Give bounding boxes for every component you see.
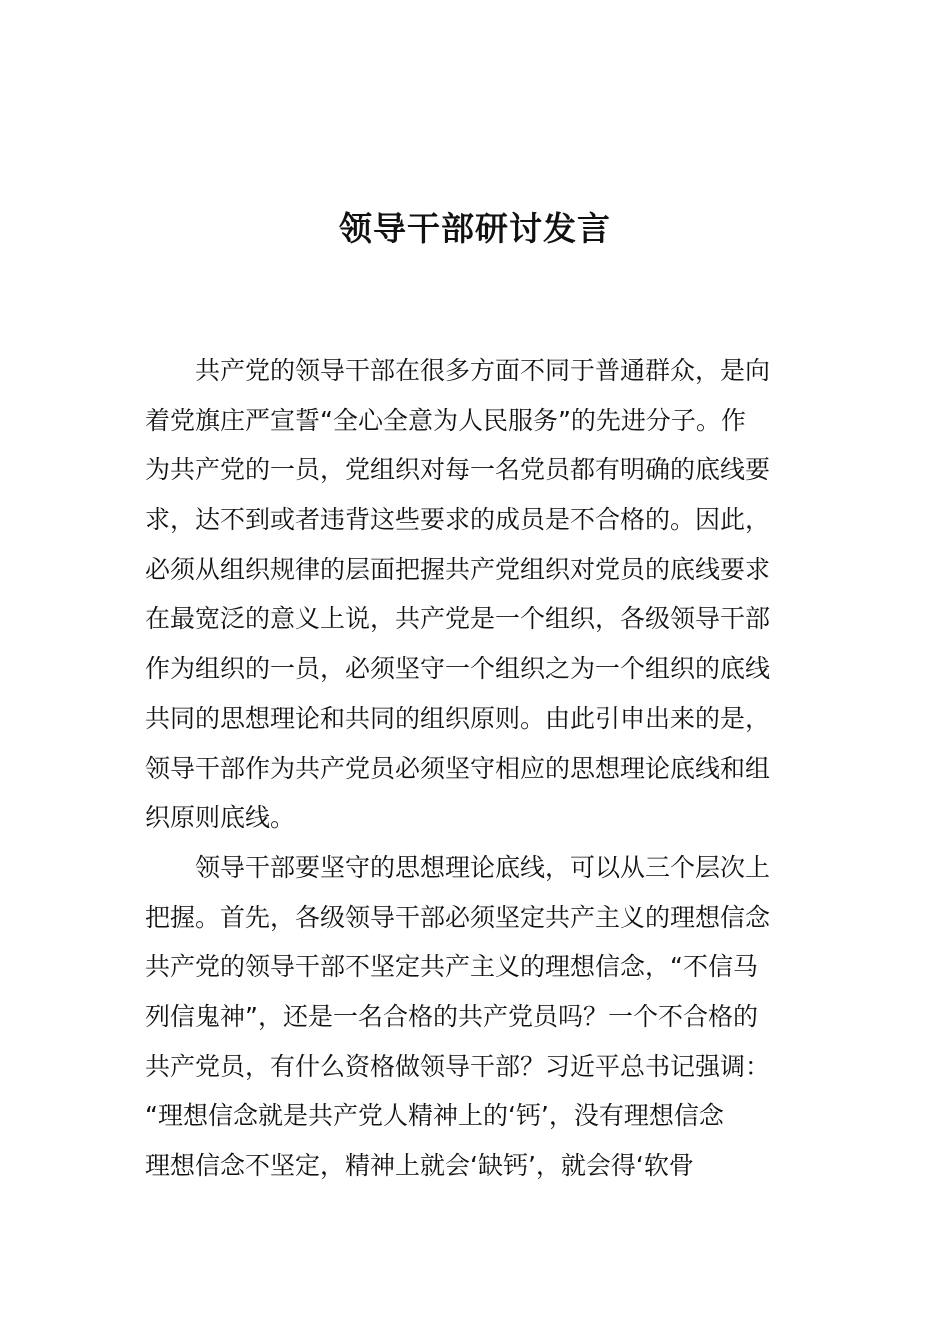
text-line: 共产党的领导干部不坚定共产主义的理想信念，“不信马 bbox=[145, 952, 758, 982]
document-body bbox=[145, 346, 807, 1191]
text-line: 为共产党的一员，党组织对每一名党员都有明确的底线要 bbox=[145, 455, 771, 485]
text-line: 求，达不到或者违背这些要求的成员是不合格的。因此， bbox=[145, 505, 771, 535]
text-line: 共产党员，有什么资格做领导干部？习近平总书记强调： bbox=[145, 1051, 771, 1081]
text-line: 把握。首先，各级领导干部必须坚定共产主义的理想信念 bbox=[145, 902, 771, 932]
paragraph-1 bbox=[145, 346, 807, 843]
text-line: “理想信念就是共产党人精神上的‘钙’，没有理想信念 bbox=[145, 1101, 724, 1131]
paragraph-2 bbox=[145, 843, 807, 1191]
text-line: 领导干部要坚守的思想理论底线，可以从三个层次上 bbox=[195, 852, 771, 882]
text-line: 着党旗庄严宣誓“全心全意为人民服务”的先进分子。作 bbox=[145, 405, 746, 435]
text-line: 列信鬼神”，还是一名合格的共产党员吗？一个不合格的 bbox=[145, 1001, 758, 1031]
text-line: 共同的思想理论和共同的组织原则。由此引申出来的是， bbox=[145, 703, 771, 733]
text-line: 领导干部作为共产党员必须坚守相应的思想理论底线和组 bbox=[145, 753, 771, 783]
text-line: 作为组织的一员，必须坚守一个组织之为一个组织的底线 bbox=[145, 654, 771, 684]
text-line: 必须从组织规律的层面把握共产党组织对党员的底线要求 bbox=[145, 554, 771, 584]
text-line: 织原则底线。 bbox=[145, 803, 296, 833]
text-line: 在最宽泛的意义上说，共产党是一个组织，各级领导干部 bbox=[145, 604, 771, 634]
text-line: 理想信念不坚定，精神上就会‘缺钙’，就会得‘软骨 bbox=[145, 1151, 694, 1180]
document-title: 领导干部研讨发言 bbox=[339, 209, 611, 248]
text-line: 共产党的领导干部在很多方面不同于普通群众，是向 bbox=[195, 356, 771, 385]
